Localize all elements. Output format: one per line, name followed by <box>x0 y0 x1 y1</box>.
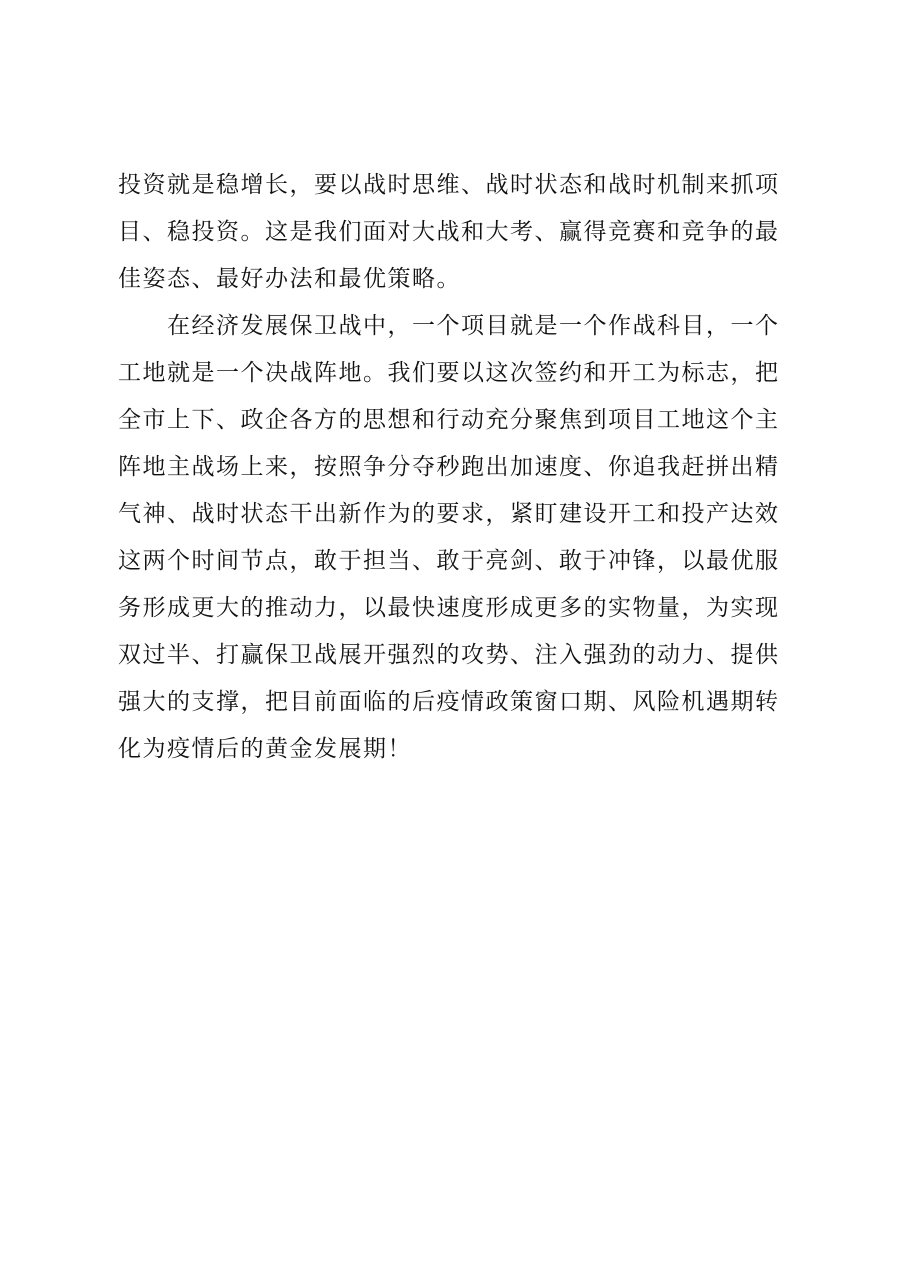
text-line: 化为疫情后的黄金发展期！ <box>118 736 412 762</box>
text-line: 工地就是一个决战阵地。我们要以这次签约和开工为标志，把 <box>118 360 780 386</box>
text-line: 全市上下、政企各方的思想和行动充分聚焦到项目工地这个主 <box>118 407 780 433</box>
text-line: 务形成更大的推动力，以最快速度形成更多的实物量，为实现 <box>118 595 780 621</box>
text-line: 阵地主战场上来，按照争分夺秒跑出加速度、你追我赶拼出精 <box>118 454 780 480</box>
document-body <box>118 162 808 773</box>
text-line: 气神、战时状态干出新作为的要求，紧盯建设开工和投产达效 <box>118 501 780 527</box>
text-line: 投资就是稳增长，要以战时思维、战时状态和战时机制来抓项 <box>118 172 780 198</box>
text-line: 强大的支撑，把目前面临的后疫情政策窗口期、风险机遇期转 <box>118 689 780 715</box>
text-line: 佳姿态、最好办法和最优策略。 <box>118 266 461 292</box>
text-line: 目、稳投资。这是我们面对大战和大考、赢得竞赛和竞争的最 <box>118 219 780 245</box>
text-line: 在经济发展保卫战中，一个项目就是一个作战科目，一个 <box>118 313 780 339</box>
text-line: 这两个时间节点，敢于担当、敢于亮剑、敢于冲锋，以最优服 <box>118 548 780 574</box>
text-line: 双过半、打赢保卫战展开强烈的攻势、注入强劲的动力、提供 <box>118 642 780 668</box>
